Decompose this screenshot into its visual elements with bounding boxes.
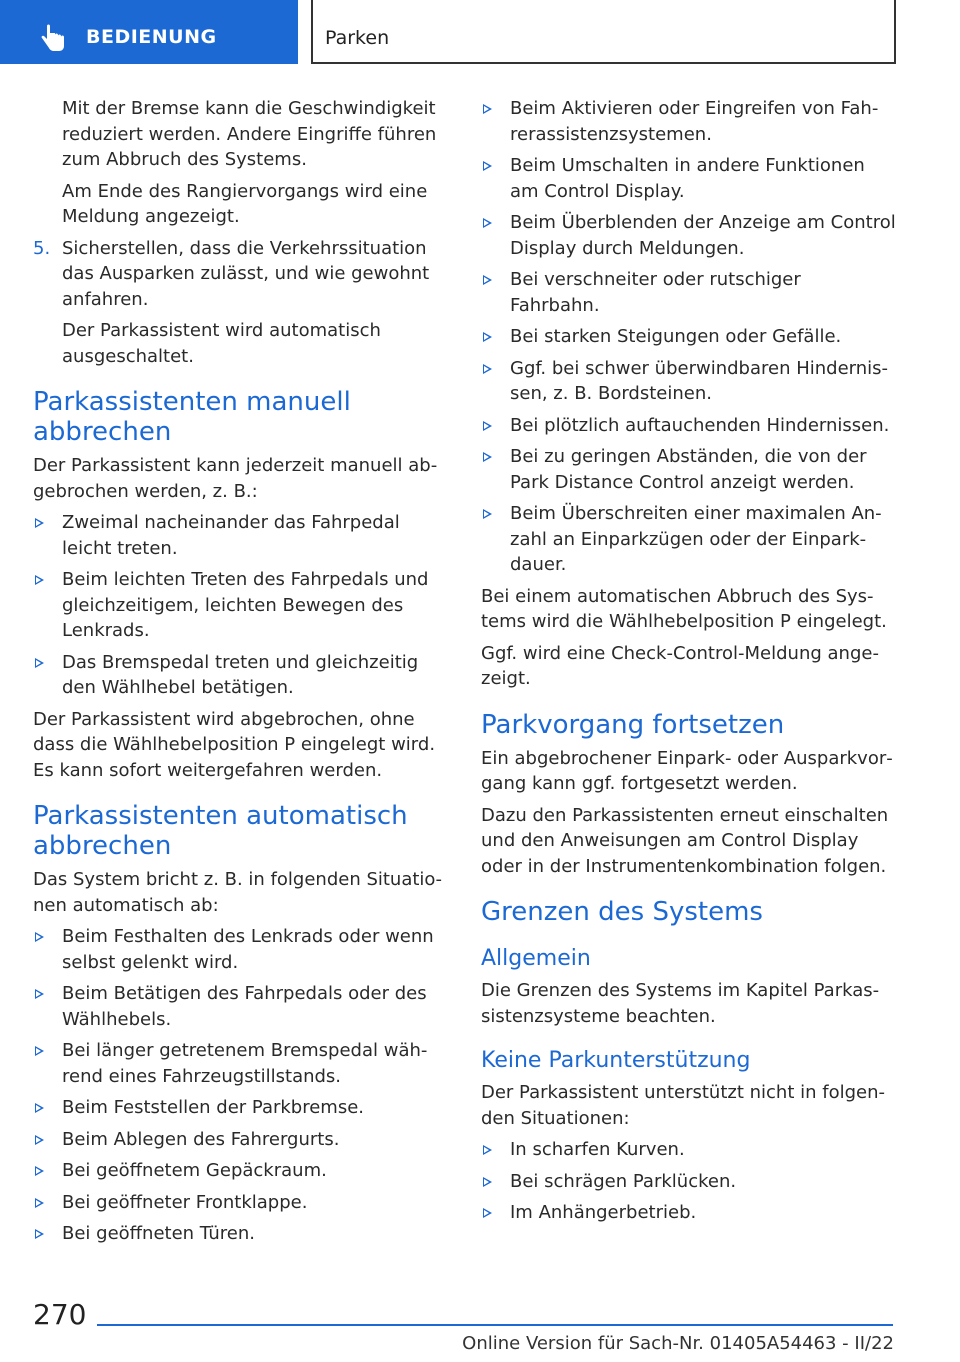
list-item bbox=[33, 1158, 445, 1184]
list-item-text: Beim Überschreiten einer maximalen Anzahl an Einparkzügen oder der Einparkdauer. bbox=[510, 503, 882, 575]
bullet-triangle-icon bbox=[481, 324, 510, 350]
list-item-text: Bei schrägen Parklücken. bbox=[510, 1170, 737, 1192]
bullet-triangle-icon bbox=[481, 210, 510, 261]
bullet-triangle-icon bbox=[481, 153, 510, 204]
bullet-triangle-icon bbox=[33, 1190, 62, 1216]
bullet-triangle-icon bbox=[481, 501, 510, 578]
bullet-triangle-icon bbox=[481, 1169, 510, 1195]
list-item bbox=[481, 210, 896, 261]
list-item-text: Bei geöffneten Türen. bbox=[62, 1223, 255, 1244]
paragraph: Der Parkassistent wird abgebrochen, ohne dass die Wählhebelposition P eingelegt wird. Es kann sofort weitergefahren werden. bbox=[33, 708, 436, 781]
list-item-text: Bei länger getretenem Bremspedal während eines Fahrzeugstillstands. bbox=[62, 1040, 428, 1087]
paragraph: Bei einem automatischen Abbruch des Systems wird die Wählhebelposition P eingelegt. bbox=[481, 585, 887, 632]
subheading-no-support: Keine Parkunterstützung bbox=[481, 1048, 751, 1073]
heading-system-limits: Grenzen des Systems bbox=[481, 897, 763, 927]
bullet-triangle-icon bbox=[481, 413, 510, 439]
list-item bbox=[481, 1200, 896, 1226]
chapter-header[interactable] bbox=[311, 0, 896, 64]
bullet-triangle-icon bbox=[33, 650, 62, 701]
list-item-text: Ggf. bei schwer überwindbaren Hindernissen, z. B. Bordsteinen. bbox=[510, 357, 889, 404]
list-item bbox=[481, 444, 896, 495]
list-item-text: Bei geöffnetem Gepäckraum. bbox=[62, 1160, 327, 1181]
list-item-text: Bei starken Steigungen oder Gefälle. bbox=[510, 326, 842, 347]
list-item-text: Beim Aktivieren oder Eingreifen von Fahrerassistenzsystemen. bbox=[510, 98, 879, 145]
list-item bbox=[33, 1221, 445, 1247]
list-item-text: Beim Festhalten des Lenkrads oder wenn selbst gelenkt wird. bbox=[62, 926, 434, 973]
step-text: Sicherstellen, dass die Verkehrssituation das Ausparken zulässt, und wie gewohnt anfahren. bbox=[62, 237, 430, 310]
bullet-triangle-icon bbox=[481, 444, 510, 495]
bullet-triangle-icon bbox=[33, 924, 62, 975]
paragraph: Das System bricht z. B. in folgenden Situationen automatisch ab: bbox=[33, 869, 442, 916]
list-item bbox=[481, 1169, 896, 1195]
section-label: BEDIENUNG bbox=[86, 26, 217, 48]
footer-online-version: Online Version für Sach-Nr. 01405A54463 - II/22 bbox=[462, 1333, 894, 1354]
hand-pointer-icon bbox=[40, 24, 66, 52]
list-item-text: Beim Umschalten in andere Funktionen am Control Display. bbox=[510, 155, 865, 202]
list-item bbox=[33, 1095, 445, 1121]
footer-divider bbox=[97, 1324, 893, 1326]
bullet-triangle-icon bbox=[481, 1137, 510, 1163]
list-item-text: Beim Überblenden der Anzeige am Control Display durch Meldungen. bbox=[510, 212, 896, 259]
heading-manual-abort: Parkassistenten manuell abbrechen bbox=[33, 387, 351, 447]
bullet-triangle-icon bbox=[481, 1200, 510, 1226]
paragraph: Die Grenzen des Systems im Kapitel Parkassistenzsysteme beachten. bbox=[481, 980, 880, 1027]
list-item-text: Zweimal nacheinander das Fahrpedal leicht treten. bbox=[62, 512, 400, 559]
paragraph: Der Parkassistent unterstützt nicht in folgenden Situationen: bbox=[481, 1082, 885, 1129]
paragraph: Mit der Bremse kann die Geschwindigkeit reduziert werden. Andere Eingriffe führen zum Abbruch des Systems. bbox=[62, 98, 437, 170]
bullet-triangle-icon bbox=[33, 1158, 62, 1184]
list-item bbox=[481, 96, 896, 147]
right-column bbox=[481, 96, 896, 1232]
chapter-title: Parken bbox=[325, 27, 390, 49]
heading-continue-parking: Parkvorgang fortsetzen bbox=[481, 709, 785, 740]
chapter-divider bbox=[311, 0, 313, 64]
list-item-text: Beim leichten Treten des Fahrpedals und gleichzeitigem, leichten Bewegen des Lenkrads. bbox=[62, 569, 429, 641]
list-item bbox=[33, 1038, 445, 1089]
numbered-step bbox=[33, 236, 445, 313]
list-item-text: In scharfen Kurven. bbox=[510, 1139, 685, 1160]
list-item-text: Bei plötzlich auftauchenden Hindernissen. bbox=[510, 414, 890, 436]
step-number: 5. bbox=[33, 237, 51, 259]
list-item bbox=[481, 1137, 896, 1163]
list-item bbox=[33, 1127, 445, 1153]
bullet-triangle-icon bbox=[33, 567, 62, 644]
list-item bbox=[33, 650, 445, 701]
list-item bbox=[481, 501, 896, 578]
paragraph: Dazu den Parkassistenten erneut einschalten und den Anweisungen am Control Display oder in der Instrumentenkombination folgen. bbox=[481, 804, 889, 877]
list-item-text: Beim Feststellen der Parkbremse. bbox=[62, 1097, 365, 1118]
paragraph: Ein abgebrochener Einpark- oder Ausparkvorgang kann ggf. fortgesetzt werden. bbox=[481, 747, 893, 794]
list-item-text: Bei geöffneter Frontklappe. bbox=[62, 1191, 308, 1213]
paragraph: Der Parkassistent wird automatisch ausgeschaltet. bbox=[62, 320, 381, 367]
paragraph: Ggf. wird eine Check-Control-Meldung angezeigt. bbox=[481, 642, 879, 689]
subheading-general: Allgemein bbox=[481, 946, 591, 971]
paragraph: Am Ende des Rangiervorgangs wird eine Meldung angezeigt. bbox=[62, 180, 428, 227]
bullet-triangle-icon bbox=[33, 510, 62, 561]
list-item-text: Beim Betätigen des Fahrpedals oder des Wählhebels. bbox=[62, 983, 427, 1030]
bullet-triangle-icon bbox=[33, 1221, 62, 1247]
list-item bbox=[481, 356, 896, 407]
bullet-triangle-icon bbox=[33, 1038, 62, 1089]
bullet-triangle-icon bbox=[481, 356, 510, 407]
list-item-text: Das Bremspedal treten und gleichzeitig den Wählhebel betätigen. bbox=[62, 651, 419, 698]
bullet-triangle-icon bbox=[33, 981, 62, 1032]
list-item bbox=[481, 324, 896, 350]
bullet-triangle-icon bbox=[33, 1127, 62, 1153]
list-item bbox=[481, 413, 896, 439]
heading-auto-abort: Parkassistenten automatisch abbrechen bbox=[33, 801, 408, 861]
section-tab[interactable] bbox=[0, 0, 298, 64]
list-item bbox=[33, 510, 445, 561]
bullet-triangle-icon bbox=[481, 267, 510, 318]
list-item-text: Bei zu geringen Abständen, die von der Park Distance Control anzeigt werden. bbox=[510, 446, 867, 493]
list-item-text: Bei verschneiter oder rutschiger Fahrbahn. bbox=[510, 269, 801, 316]
bullet-triangle-icon bbox=[481, 96, 510, 147]
list-item bbox=[33, 924, 445, 975]
bullet-triangle-icon bbox=[33, 1095, 62, 1121]
left-column bbox=[33, 96, 445, 1253]
list-item bbox=[481, 153, 896, 204]
paragraph: Der Parkassistent kann jederzeit manuell abgebrochen werden, z. B.: bbox=[33, 455, 438, 502]
list-item-text: Beim Ablegen des Fahrergurts. bbox=[62, 1128, 340, 1150]
list-item bbox=[33, 567, 445, 644]
list-item-text: Im Anhängerbetrieb. bbox=[510, 1202, 697, 1223]
list-item bbox=[481, 267, 896, 318]
page-number: 270 bbox=[33, 1298, 87, 1331]
list-item bbox=[33, 981, 445, 1032]
list-item bbox=[33, 1190, 445, 1216]
